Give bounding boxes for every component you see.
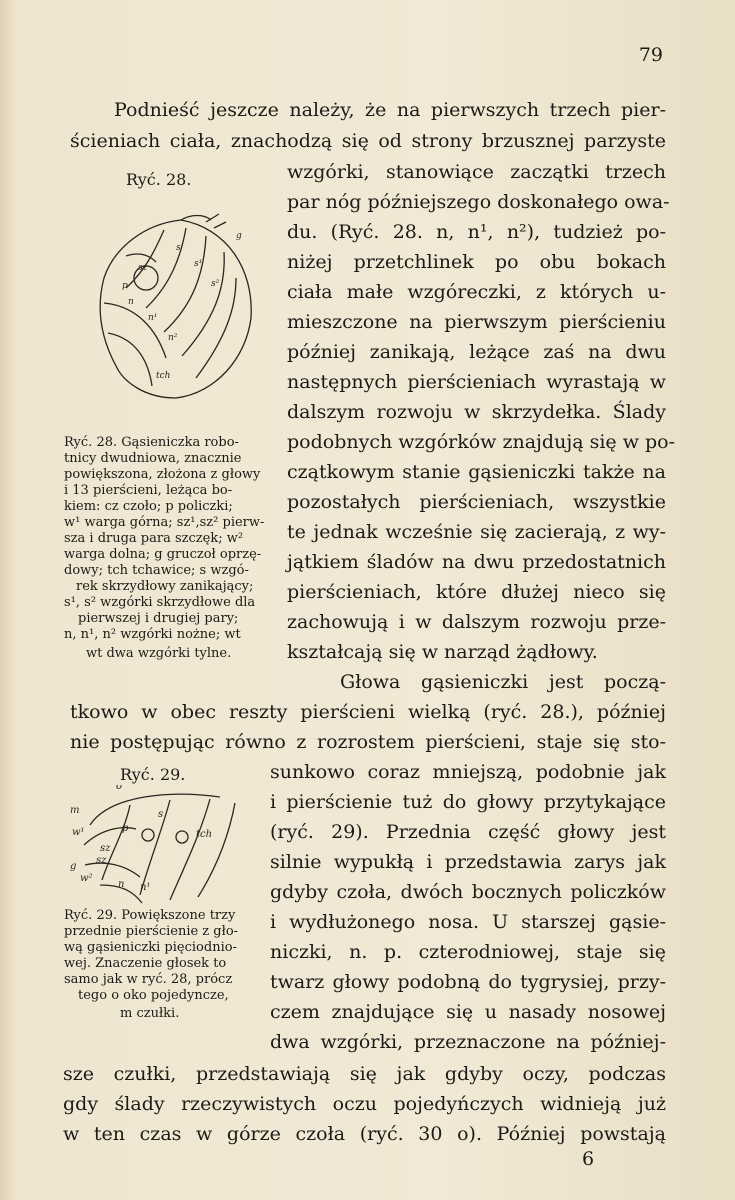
caption-line: pierwszej i drugiej pary; <box>78 611 239 626</box>
text-line: sunkowo coraz mniejszą, podobnie jak <box>270 761 666 783</box>
caption-line: wt dwa wzgórki tylne. <box>86 646 232 661</box>
text-line: wzgórki, stanowiące zaczątki trzech <box>287 161 666 183</box>
caption-line: s¹, s² wzgórki skrzydłowe dla <box>64 595 256 610</box>
caption-line: n, n¹, n² wzgórki nożne; wt <box>64 627 241 642</box>
svg-text:s¹: s¹ <box>194 259 203 269</box>
figure-29-label: Ryć. 29. <box>120 765 186 784</box>
text-line: pozostałych pierścieniach, wszystkie <box>287 491 666 513</box>
svg-text:sz: sz <box>96 855 107 866</box>
svg-text:n¹: n¹ <box>148 313 158 323</box>
text-line: twarz głowy podobną do tygrysiej, przy- <box>270 971 666 993</box>
caption-line: przednie pierścienie z gło- <box>64 924 239 939</box>
figure-28-illustration <box>86 208 261 403</box>
text-line: dalszym rozwoju w skrzydełka. Ślady <box>287 401 666 423</box>
caption-line: dowy; tch tchawice; s wzgó- <box>64 563 249 578</box>
text-line: później zanikają, leżące zaś na dwu <box>287 341 666 363</box>
text-line: sze czułki, przedstawiają się jak gdyby oczy, podczas <box>63 1063 666 1085</box>
caption-line: Ryć. 28. Gąsieniczka robo- <box>64 435 239 450</box>
svg-text:tch: tch <box>156 371 171 381</box>
svg-text:s: s <box>176 243 181 253</box>
caption-line: w¹ warga górna; sz¹,sz² pierw- <box>64 515 265 530</box>
text-line: silnie wypukłą i przedstawia zarys jak <box>270 851 666 873</box>
text-line: pierścieniach, które dłużej nieco się <box>287 581 666 603</box>
svg-text:p: p <box>122 281 128 291</box>
svg-text:g: g <box>70 861 77 872</box>
svg-text:s²: s² <box>211 279 220 289</box>
text-line: jątkiem śladów na dwu przedostatnich <box>287 551 666 573</box>
svg-text:n: n <box>128 297 134 307</box>
svg-text:g: g <box>236 231 242 241</box>
svg-text:w¹: w¹ <box>72 827 85 838</box>
text-line: Głowa gąsieniczki jest począ- <box>340 671 666 693</box>
svg-text:n²: n² <box>168 333 178 343</box>
text-line: par nóg późniejszego doskonałego owa- <box>287 191 670 213</box>
svg-text:sz: sz <box>100 843 111 854</box>
text-line: mieszczone na pierwszym pierścieniu <box>287 311 666 333</box>
text-line: ciała małe wzgóreczki, z których u- <box>287 281 666 303</box>
caption-line: tego o oko pojedyncze, <box>78 988 229 1003</box>
text-line: tkowo w obec reszty pierścieni wielką (ryć. 28.), później <box>70 701 666 723</box>
text-line: dwa wzgórki, przeznaczone na później- <box>270 1031 666 1053</box>
text-line: podobnych wzgórków znajdują się w po- <box>287 431 676 453</box>
text-line: (ryć. 29). Przednia część głowy jest <box>270 821 666 843</box>
text-line: gdyby czoła, dwóch bocznych policzków <box>270 881 666 903</box>
text-line: i wydłużonego nosa. U starszej gąsie- <box>270 911 666 933</box>
caption-line: warga dolna; g gruczoł oprzę- <box>64 547 262 562</box>
text-line: kształcają się w narząd żądłowy. <box>287 641 598 663</box>
text-line: du. (Ryć. 28. n, n¹, n²), tudzież po- <box>287 221 666 243</box>
caption-line: wej. Znaczenie głosek to <box>64 956 227 971</box>
svg-text:w²: w² <box>80 873 93 884</box>
text-line: Podnieść jeszcze należy, że na pierwszych trzech pier- <box>114 99 666 121</box>
svg-text:p: p <box>122 823 129 834</box>
svg-text:sz: sz <box>138 263 148 273</box>
text-line: czem znajdujące się u nasady nosowej <box>270 1001 666 1023</box>
figure-29-illustration <box>70 785 245 905</box>
svg-text:o: o <box>116 785 123 792</box>
text-line: następnych pierścieniach wyrastają w <box>287 371 666 393</box>
caption-line: Ryć. 29. Powiększone trzy <box>64 908 236 923</box>
text-line: czątkowym stanie gąsieniczki także na <box>287 461 666 483</box>
text-line: w ten czas w górze czoła (ryć. 30 o). Później powstają <box>63 1123 666 1145</box>
caption-line: powiększona, złożona z głowy <box>64 467 261 482</box>
svg-text:n: n <box>118 879 125 890</box>
text-line: gdy ślady rzeczywistych oczu pojedyńczych widnieją już <box>63 1093 666 1115</box>
caption-line: samo jak w ryć. 28, prócz <box>64 972 233 987</box>
svg-text:n¹: n¹ <box>140 882 151 893</box>
text-line: niczki, n. p. czterodniowej, staje się <box>270 941 666 963</box>
caption-line: tnicy dwudniowa, znacznie <box>64 451 242 466</box>
caption-line: m czułki. <box>120 1006 180 1021</box>
page-number: 79 <box>638 44 663 66</box>
signature-mark: 6 <box>582 1148 595 1170</box>
text-line: nie postępując równo z rozrostem pierścieni, staje się sto- <box>70 731 666 753</box>
svg-text:m: m <box>70 805 80 816</box>
caption-line: wą gąsieniczki pięciodnio- <box>64 940 237 955</box>
caption-line: kiem: cz czoło; p policzki; <box>64 499 233 514</box>
caption-line: i 13 pierścieni, leżąca bo- <box>64 483 233 498</box>
figure-28-label: Ryć. 28. <box>126 170 192 189</box>
text-line: te jednak wcześnie się zacierają, z wy- <box>287 521 666 543</box>
text-line: niżej przetchlinek po obu bokach <box>287 251 666 273</box>
svg-text:tch: tch <box>196 829 213 840</box>
caption-line: sza i druga para szczęk; w² <box>64 531 244 546</box>
text-line: zachowują i w dalszym rozwoju prze- <box>287 611 666 633</box>
text-line: ścieniach ciała, znachodzą się od strony brzusznej parzyste <box>70 130 666 152</box>
svg-text:s: s <box>158 809 164 820</box>
caption-line: rek skrzydłowy zanikający; <box>76 579 254 594</box>
text-line: i pierścienie tuż do głowy przytykające <box>270 791 666 813</box>
